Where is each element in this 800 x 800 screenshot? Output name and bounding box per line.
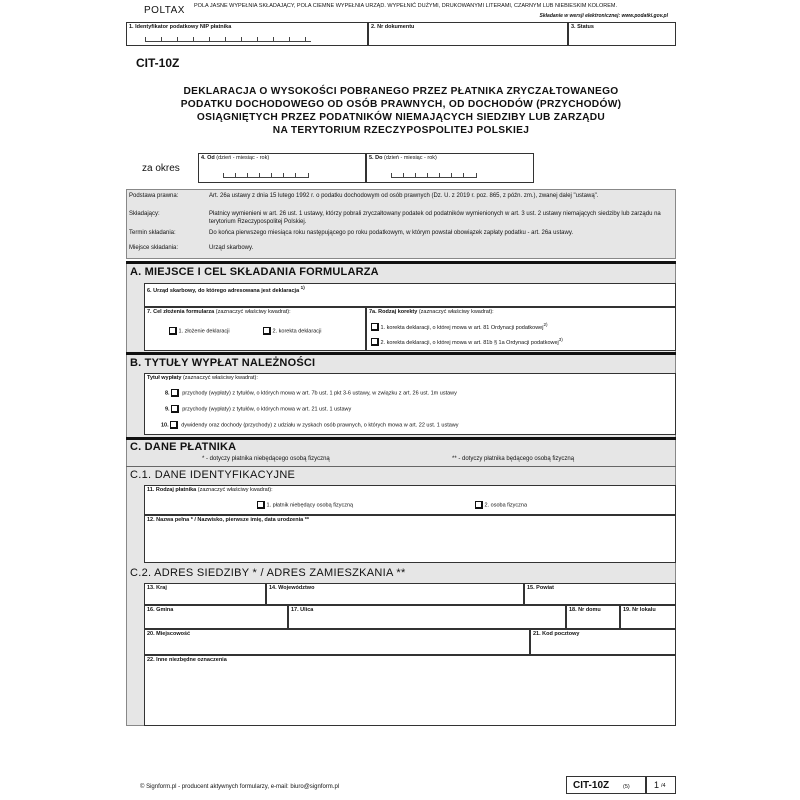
note-natural-person: ** - dotyczy płatnika będącego osobą fizyczną bbox=[452, 456, 575, 462]
footer-version: (5) bbox=[623, 784, 630, 790]
apartment-number-field[interactable]: 19. Nr lokalu bbox=[620, 605, 676, 629]
footer-form-code: CIT-10Z bbox=[573, 780, 610, 791]
voivodeship-field[interactable]: 14. Województwo bbox=[266, 583, 524, 605]
checkbox-icon bbox=[169, 327, 177, 335]
period-label: za okres bbox=[142, 163, 180, 174]
brand: POLTAX bbox=[144, 5, 185, 16]
title-line-2: PODATKU DOCHODOWEGO OD OSÓB PRAWNYCH, OD DOCHODÓW (PRZYCHODÓW) bbox=[180, 99, 622, 110]
footer-credit: © Signform.pl - producent aktywnych formularzy, e-mail: biuro@signform.pl bbox=[140, 784, 340, 790]
section-b-title: B. TYTUŁY WYPŁAT NALEŻNOŚCI bbox=[130, 357, 316, 369]
house-number-field[interactable]: 18. Nr domu bbox=[566, 605, 620, 629]
commune-field[interactable]: 16. Gmina bbox=[144, 605, 288, 629]
title-line-4: NA TERYTORIUM RZECZYPOSPOLITEJ POLSKIEJ bbox=[272, 125, 530, 136]
legal-info: Podstawa prawna: Art. 26a ustawy z dnia 15 lutego 1992 r. o podatku dochodowym od osób prawnych (Dz. U. z 2019 r. poz. 865, z późn. zm.), zwanej dalej "ustawą". Składający: Płatnicy wymienieni w art. 26 ust. 1 ustawy, którzy pobrali zryczałtowany podatek od podatników wymienionych w art. 3 ust. 2 ustawy niemających siedziby lub zarządu na terytorium Rzeczypospolitej Polskiej. Termin składania: Do końca pierwszego miesiąca roku następującego po roku podatkowym, w którym powstał obowiązek zapłaty podatku - art. 26a ustawy. Miejsce składania: Urząd skarbowy. bbox=[126, 189, 676, 259]
city-field[interactable]: 20. Miejscowość bbox=[144, 629, 530, 655]
checkbox-icon bbox=[171, 405, 179, 413]
option-correction[interactable]: 2. korekta deklaracji bbox=[263, 327, 321, 335]
correction-type-field: 7a. Rodzaj korekty (zaznaczyć właściwy kwadrat): 1. korekta deklaracji, o której mowa w art. 81 Ordynacji podatkowej$^{2)}$ 2. korekta deklaracji, o której mowa w art. 81b § 1a Ordynacji podatkowej$^{3)}$ bbox=[366, 307, 676, 351]
section-c-title: C. DANE PŁATNIKA bbox=[130, 441, 237, 453]
other-designations-field[interactable]: 22. Inne niezbędne oznaczenia bbox=[144, 655, 676, 726]
street-field[interactable]: 17. Ulica bbox=[288, 605, 566, 629]
checkbox-icon bbox=[475, 501, 483, 509]
correction-option-1[interactable]: 1. korekta deklaracji, o której mowa w art. 81 Ordynacji podatkowej$^{2)}$ bbox=[371, 321, 548, 332]
note-legal-person: * - dotyczy płatnika niebędącego osobą fizyczną bbox=[202, 456, 330, 462]
checkbox-icon bbox=[257, 501, 265, 509]
payer-type-field: 11. Rodzaj płatnika (zaznaczyć właściwy kwadrat): 1. płatnik niebędący osobą fizyczną 2. osoba fizyczna bbox=[144, 485, 676, 515]
section-a-title: A. MIEJSCE I CEL SKŁADANIA FORMULARZA bbox=[130, 266, 379, 278]
postal-code-field[interactable]: 21. Kod pocztowy bbox=[530, 629, 676, 655]
title-line-3: OSIĄGNIĘTYCH PRZEZ PODATNIKÓW NIEMAJĄCYCH SIEDZIBY LUB ZARZĄDU bbox=[196, 112, 606, 123]
status-field: 3. Status bbox=[568, 22, 676, 46]
fill-instruction: POLA JASNE WYPEŁNIA SKŁADAJĄCY, POLA CIEMNE WYPEŁNIA URZĄD. WYPEŁNIĆ DUŻYMI, DRUKOWANYMI LITERAMI, CZARNYM LUB NIEBIESKIM KOLOREM. bbox=[194, 3, 617, 9]
checkbox-icon bbox=[171, 389, 179, 397]
form-page bbox=[126, 0, 676, 800]
checkbox-icon bbox=[371, 323, 379, 331]
nip-field[interactable]: 1. Identyfikator podatkowy NIP płatnika bbox=[126, 22, 368, 46]
subsection-c1-title: C.1. DANE IDENTYFIKACYJNE bbox=[130, 469, 296, 481]
district-field[interactable]: 15. Powiat bbox=[524, 583, 676, 605]
footer-page-box bbox=[646, 776, 676, 794]
period-to-field[interactable]: 5. Do (dzień - miesiąc - rok) bbox=[366, 153, 534, 183]
page-number: 1 bbox=[654, 780, 660, 790]
payment-option-10[interactable]: 10. dywidendy oraz dochody (przychody) z udziału w zyskach osób prawnych, o których mowa w art. 22 ust. 1 ustawy bbox=[161, 422, 459, 429]
purpose-field: 7. Cel złożenia formularza (zaznaczyć właściwy kwadrat): 1. złożenie deklaracji 2. korekta deklaracji bbox=[144, 307, 366, 351]
electronic-filing-note: Składanie w wersji elektronicznej: www.podatki.gov.pl bbox=[539, 13, 668, 19]
payer-type-natural[interactable]: 2. osoba fizyczna bbox=[475, 501, 527, 509]
country-field[interactable]: 13. Kraj bbox=[144, 583, 266, 605]
nip-boxes bbox=[145, 39, 311, 42]
footer-form-code-box bbox=[566, 776, 646, 794]
period-from-field[interactable]: 4. Od (dzień - miesiąc - rok) bbox=[198, 153, 366, 183]
page-total: /4 bbox=[661, 783, 666, 789]
tax-office-field[interactable]: 6. Urząd skarbowy, do którego adresowana jest deklaracja $^{1)}$ bbox=[144, 283, 676, 307]
checkbox-icon bbox=[170, 421, 178, 429]
form-code: CIT-10Z bbox=[136, 56, 180, 70]
document-number-field: 2. Nr dokumentu bbox=[368, 22, 568, 46]
title-line-1: DEKLARACJA O WYSOKOŚCI POBRANEGO PRZEZ PŁATNIKA ZRYCZAŁTOWANEGO bbox=[183, 86, 619, 97]
option-filing[interactable]: 1. złożenie deklaracji bbox=[169, 327, 230, 335]
checkbox-icon bbox=[263, 327, 271, 335]
payer-type-legal[interactable]: 1. płatnik niebędący osobą fizyczną bbox=[257, 501, 353, 509]
payment-option-9[interactable]: 9. przychody (wypłaty) z tytułów, o których mowa w art. 21 ust. 1 ustawy bbox=[165, 406, 352, 413]
payment-option-8[interactable]: 8. przychody (wypłaty) z tytułów, o których mowa w art. 7b ust. 1 pkt 3-6 ustawy, w związku z art. 26 ust. 1m ustawy bbox=[165, 390, 457, 397]
correction-option-2[interactable]: 2. korekta deklaracji, o której mowa w art. 81b § 1a Ordynacji podatkowej$^{3)}$ bbox=[371, 336, 563, 347]
full-name-field[interactable]: 12. Nazwa pełna * / Nazwisko, pierwsze imię, data urodzenia ** bbox=[144, 515, 676, 563]
checkbox-icon bbox=[371, 338, 379, 346]
subsection-c2-title: C.2. ADRES SIEDZIBY * / ADRES ZAMIESZKANIA ** bbox=[130, 567, 406, 579]
payment-titles-field: Tytuł wypłaty (zaznaczyć właściwy kwadrat): 8. przychody (wypłaty) z tytułów, o których mowa w art. 7b ust. 1 pkt 3-6 ustawy, w związku z art. 26 ust. 1m ustawy 9. przychody (wypłaty) z tytułów, o których mowa w art. 21 ust. 1 ustawy 10. dywidendy oraz dochody (przychody) z udziału w zyskach osób prawnych, o których mowa w art. 22 ust. 1 ustawy bbox=[144, 373, 676, 435]
